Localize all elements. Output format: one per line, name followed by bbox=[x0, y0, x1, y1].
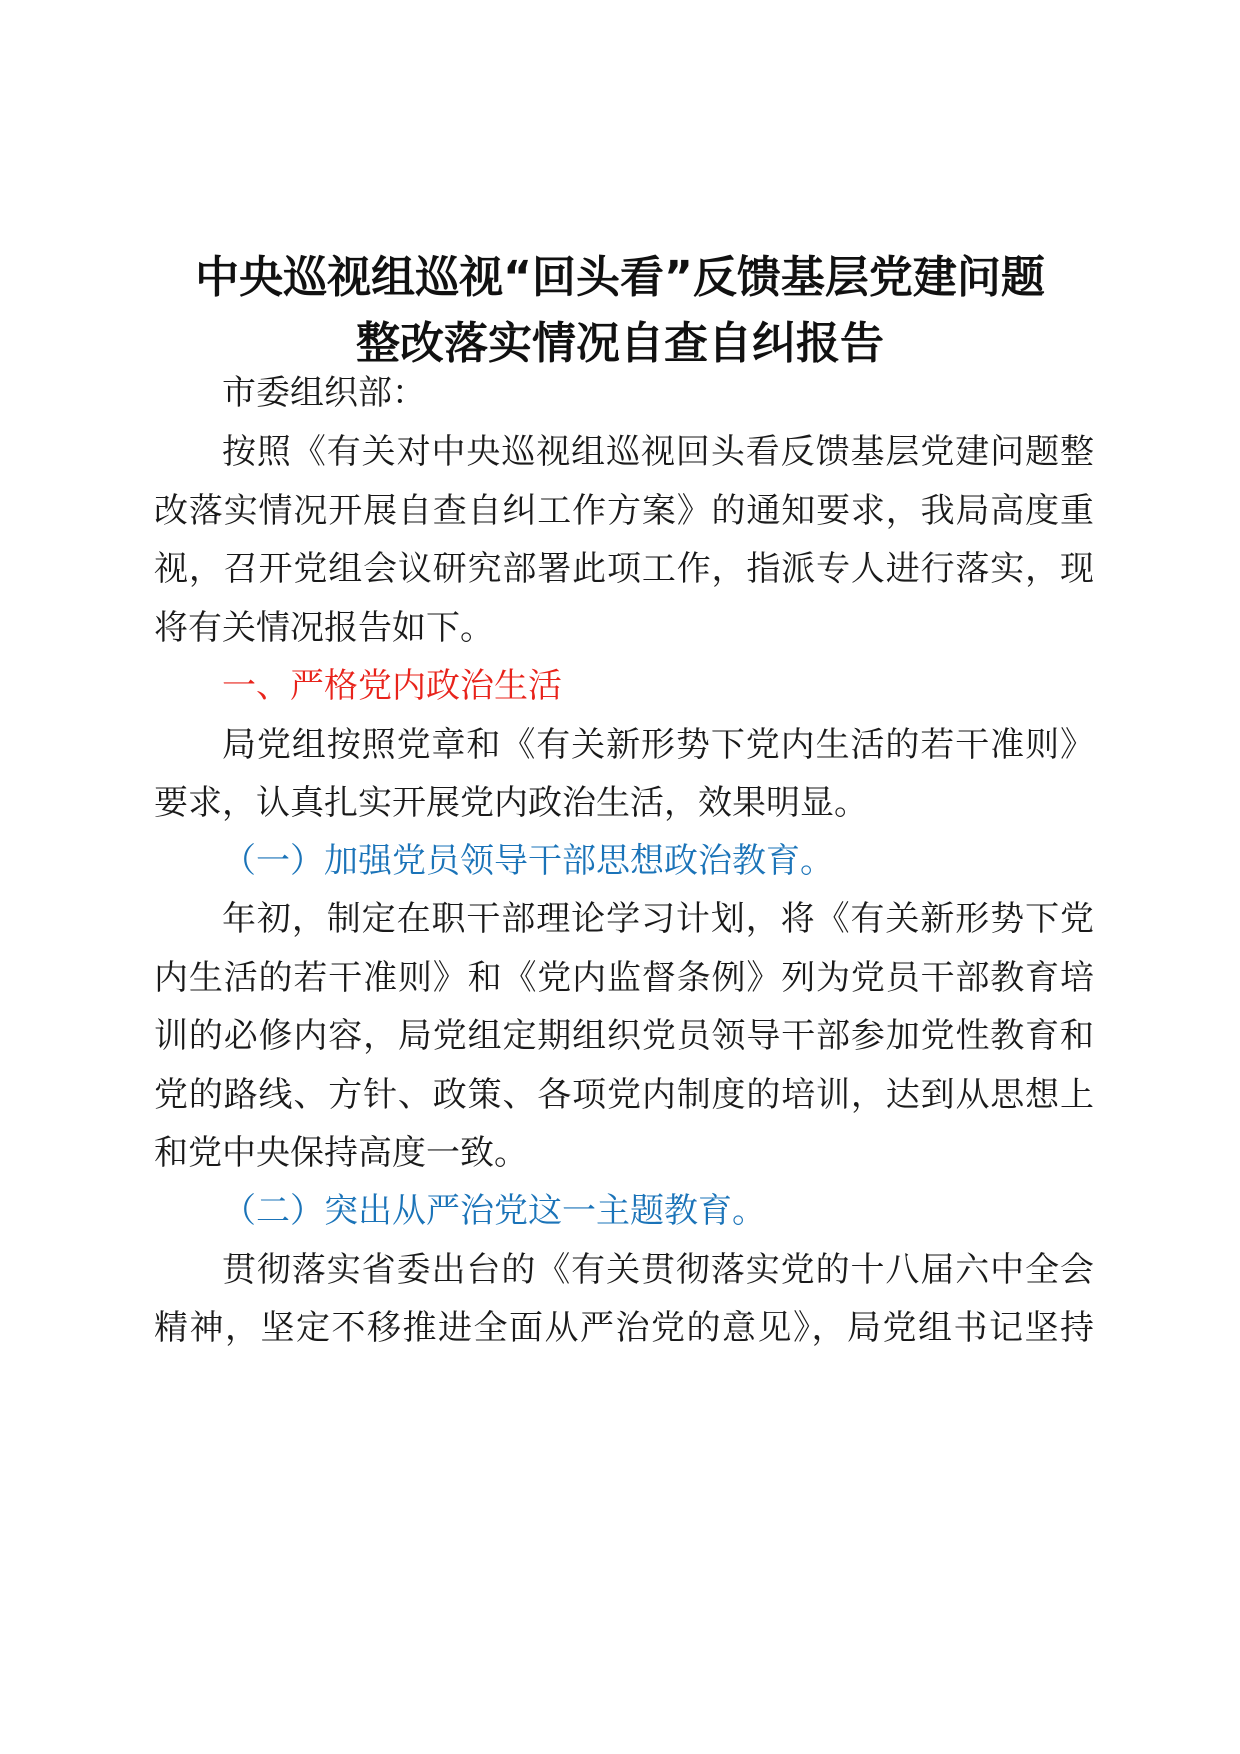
subsection-heading-2: （二）突出从严治党这一主题教育。 bbox=[222, 1191, 766, 1231]
paragraph-1-line-4: 将有关情况报告如下。 bbox=[154, 608, 494, 648]
paragraph-3-line-4: 党的路线、方针、政策、各项党内制度的培训，达到从思想上 bbox=[154, 1075, 1094, 1115]
paragraph-1-line-1: 按照《有关对中央巡视组巡视回头看反馈基层党建问题整 bbox=[222, 432, 1094, 472]
document-title-line-2: 整改落实情况自查自纠报告 bbox=[356, 318, 884, 369]
paragraph-4-line-1: 贯彻落实省委出台的《有关贯彻落实党的十八届六中全会 bbox=[222, 1250, 1094, 1290]
paragraph-3-line-2: 内生活的若干准则》和《党内监督条例》列为党员干部教育培 bbox=[154, 958, 1094, 998]
paragraph-3-line-5: 和党中央保持高度一致。 bbox=[154, 1133, 528, 1173]
paragraph-3-line-3: 训的必修内容，局党组定期组织党员领导干部参加党性教育和 bbox=[154, 1016, 1094, 1056]
section-heading-1: 一、严格党内政治生活 bbox=[222, 666, 562, 706]
paragraph-3-line-1: 年初，制定在职干部理论学习计划，将《有关新形势下党 bbox=[222, 899, 1094, 939]
subsection-heading-1: （一）加强党员领导干部思想政治教育。 bbox=[222, 841, 834, 881]
salutation: 市委组织部： bbox=[222, 373, 426, 413]
paragraph-1-line-3: 视，召开党组会议研究部署此项工作，指派专人进行落实，现 bbox=[154, 549, 1094, 589]
paragraph-1-line-2: 改落实情况开展自查自纠工作方案》的通知要求，我局高度重 bbox=[154, 491, 1094, 531]
paragraph-4-line-2: 精神，坚定不移推进全面从严治党的意见》，局党组书记坚持 bbox=[154, 1308, 1094, 1348]
paragraph-2-line-1: 局党组按照党章和《有关新形势下党内生活的若干准则》 bbox=[222, 725, 1094, 765]
paragraph-2-line-2: 要求，认真扎实开展党内政治生活，效果明显。 bbox=[154, 783, 868, 823]
document-title-line-1: 中央巡视组巡视“回头看”反馈基层党建问题 bbox=[195, 252, 1045, 303]
